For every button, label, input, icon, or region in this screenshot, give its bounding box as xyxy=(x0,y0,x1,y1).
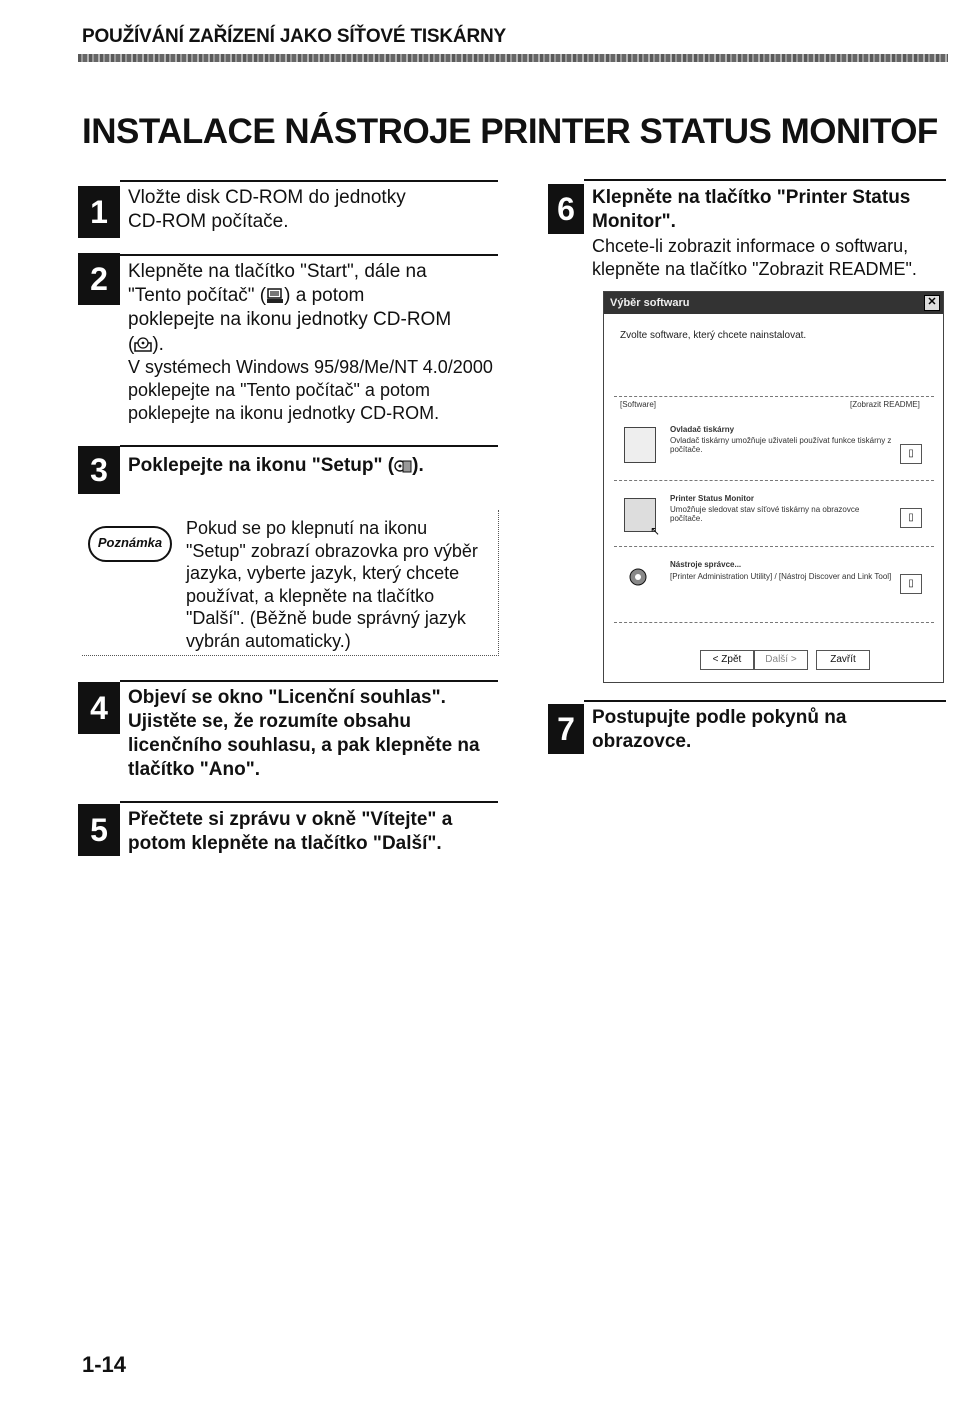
dialog-divider xyxy=(614,546,934,548)
cursor-icon: ↖ xyxy=(650,524,661,538)
note-line-6: vybrán automaticky.) xyxy=(186,630,351,651)
step-4-line-3: licenčního souhlasu, a pak klepněte na xyxy=(128,735,480,756)
dialog-divider xyxy=(614,622,934,624)
note-line-1: Pokud se po klepnutí na ikonu xyxy=(186,518,428,538)
item-3-readme-button[interactable]: ▯ xyxy=(900,574,922,594)
header-rule xyxy=(78,54,948,62)
software-column-label: [Software] xyxy=(620,400,657,409)
dialog-titlebar xyxy=(604,292,943,314)
step-6-note-1: Chcete-li zobrazit informace o softwaru, xyxy=(592,236,909,256)
step-4-line-4: tlačítko "Ano". xyxy=(128,759,261,780)
item-1-name: Ovladač tiskárny xyxy=(670,425,735,434)
note-text xyxy=(186,517,486,652)
dialog-title: Výběr softwaru xyxy=(610,297,690,309)
step-7-line-1: Postupujte podle pokynů na xyxy=(592,707,847,728)
printer-driver-icon[interactable] xyxy=(624,427,656,463)
step-5-line-1: Přečtete si zprávu v okně "Vítejte" a xyxy=(128,809,453,830)
readme-column-label: [Zobrazit README] xyxy=(850,400,920,409)
dialog-divider xyxy=(614,480,934,482)
step-6-rule xyxy=(584,179,946,181)
step-1-badge: 1 xyxy=(78,186,120,238)
item-1-readme-button[interactable]: ▯ xyxy=(900,444,922,464)
step-2-line-2 xyxy=(128,284,364,308)
step-1-text-a: Vložte disk CD-ROM do jednotky xyxy=(128,187,406,208)
step-1-rule xyxy=(120,180,498,182)
step-2-line-2b: ) a potom xyxy=(284,285,365,306)
step-7-rule xyxy=(584,700,946,702)
admin-tools-icon[interactable] xyxy=(622,564,654,590)
step-6-note-2: klepněte na tlačítko "Zobrazit README". xyxy=(592,259,917,279)
step-5-line-2: potom klepněte na tlačítko "Další". xyxy=(128,833,442,854)
step-3-text xyxy=(128,454,424,478)
dialog-divider xyxy=(614,396,934,398)
step-6-line-1: Klepněte na tlačítko "Printer Status xyxy=(592,187,911,208)
step-2-line-2a: "Tento počítač" ( xyxy=(128,285,267,306)
step-2-note-3: poklepejte na ikonu jednotky CD-ROM. xyxy=(128,403,440,423)
note-line-4: používat, a klepněte na tlačítko xyxy=(186,585,435,606)
step-1-text-b: CD-ROM počítače. xyxy=(128,211,289,232)
software-selection-dialog xyxy=(603,291,944,683)
item-3-desc: [Printer Administration Utility] / [Nástroj Discover and Link Tool] xyxy=(670,572,892,581)
item-2-desc: Umožňuje sledovat stav síťové tiskárny na obrazovce počítače. xyxy=(670,505,860,523)
step-2-line-4b: ). xyxy=(152,334,164,355)
dialog-prompt: Zvolte software, který chcete nainstalovat. xyxy=(620,330,807,341)
step-7-badge: 7 xyxy=(548,704,584,754)
step-2-line-4a: ( xyxy=(128,334,135,355)
step-4-rule xyxy=(120,680,498,682)
step-5-rule xyxy=(120,801,498,803)
step-7-line-2: obrazovce. xyxy=(592,731,692,752)
note-line-5: "Další". (Běžně bude správný jazyk xyxy=(186,608,466,628)
step-2-note-1: V systémech Windows 95/98/Me/NT 4.0/2000 xyxy=(128,357,493,377)
step-2-line-4 xyxy=(128,333,164,357)
item-2-name: Printer Status Monitor xyxy=(670,494,755,503)
item-2-readme-button[interactable]: ▯ xyxy=(900,508,922,528)
close-button[interactable]: Zavřít xyxy=(816,650,870,670)
step-3-badge: 3 xyxy=(78,446,120,494)
cd-rom-drive-icon xyxy=(134,336,152,352)
section-header: POUŽÍVÁNÍ ZAŘÍZENÍ JAKO SÍŤOVÉ TISKÁRNY xyxy=(82,26,506,47)
my-computer-icon xyxy=(266,287,284,303)
note-badge: Poznámka xyxy=(88,526,172,562)
back-button[interactable]: < Zpět xyxy=(700,650,754,670)
step-2-note-2: poklepejte na "Tento počítač" a potom xyxy=(128,380,430,400)
item-3-name: Nástroje správce... xyxy=(670,560,742,569)
step-4-line-1: Objeví se okno "Licenční souhlas". xyxy=(128,687,446,708)
step-6-line-2: Monitor". xyxy=(592,211,676,232)
page-number: 1-14 xyxy=(82,1352,127,1377)
step-2-badge: 2 xyxy=(78,253,120,305)
step-2-line-3: poklepejte na ikonu jednotky CD-ROM xyxy=(128,309,452,330)
step-5-badge: 5 xyxy=(78,804,120,856)
close-icon[interactable]: ✕ xyxy=(924,295,940,311)
step-3-text-b: ). xyxy=(412,455,424,476)
step-6-badge: 6 xyxy=(548,184,584,234)
page-title: INSTALACE NÁSTROJE PRINTER STATUS MONITOF xyxy=(82,112,938,151)
next-button[interactable]: Další > xyxy=(754,650,808,670)
item-1-desc: Ovladač tiskárny umožňuje uživateli používat funkce tiskárny z počítače. xyxy=(670,436,892,454)
step-4-line-2: Ujistěte se, že rozumíte obsahu xyxy=(128,711,411,732)
step-2-line-1: Klepněte na tlačítko "Start", dále na xyxy=(128,261,427,282)
note-line-2: "Setup" zobrazí obrazovka pro výběr xyxy=(186,540,478,561)
step-4-badge: 4 xyxy=(78,682,120,734)
step-3-rule xyxy=(120,445,498,447)
step-2-rule xyxy=(120,254,498,256)
step-3-text-a: Poklepejte na ikonu "Setup" ( xyxy=(128,455,395,476)
note-line-3: jazyka, vyberte jazyk, který chcete xyxy=(186,563,460,583)
setup-icon xyxy=(394,457,412,473)
